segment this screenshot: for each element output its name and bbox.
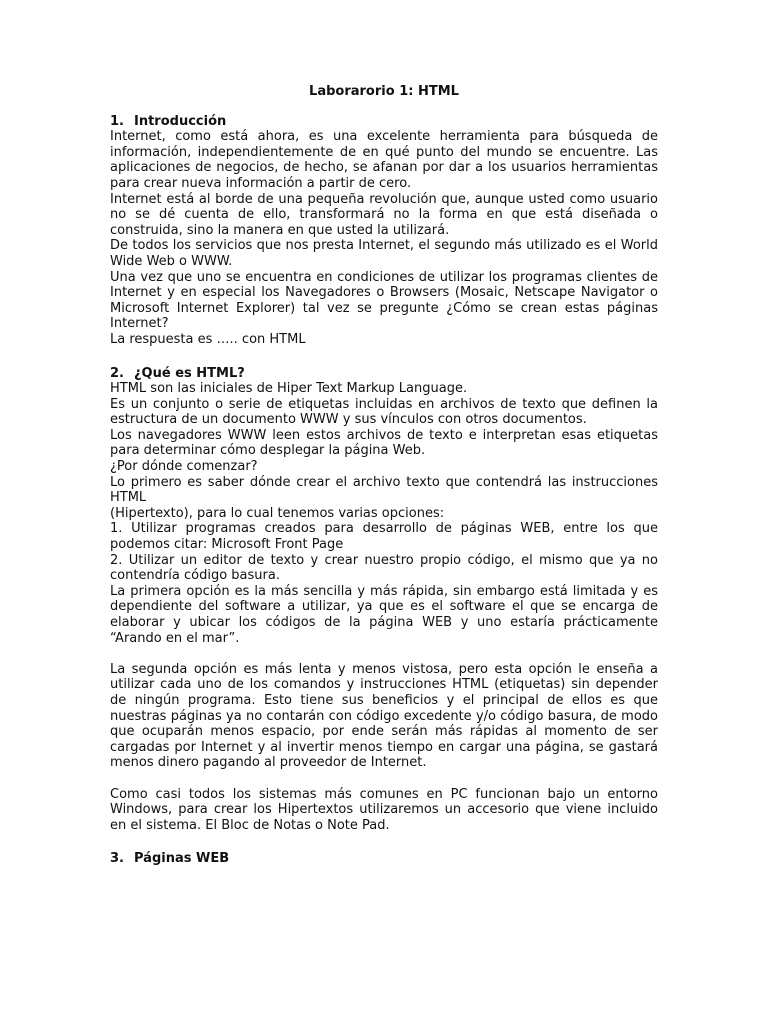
- paragraph: Como casi todos los sistemas más comunes en PC funcionan bajo un entorno Windows, para crear los Hipertextos utilizaremos un accesorio que viene incluido en el sistema. El Bloc de Notas o Note Pad.: [110, 786, 658, 833]
- section-number: 1.: [110, 113, 124, 129]
- section-heading-paginas-web: [110, 851, 658, 867]
- paragraph: Lo primero es saber dónde crear el archivo texto que contendrá las instrucciones HTML: [110, 474, 658, 506]
- list-item: 2. Utilizar un editor de texto y crear nuestro propio código, el mismo que ya no contendría código basura.: [110, 552, 658, 584]
- paragraph: Una vez que uno se encuentra en condiciones de utilizar los programas clientes de Internet y en especial los Navegadores o Browsers (Mosaic, Netscape Navigator o Microsoft Internet Explorer) tal vez se pregunte ¿Cómo se crean estas páginas Internet?: [110, 269, 658, 332]
- paragraph: (Hipertexto), para lo cual tenemos varias opciones:: [110, 505, 445, 521]
- paragraph: Es un conjunto o serie de etiquetas incluidas en archivos de texto que definen la estructura de un documento WWW y sus vínculos con otros documentos.: [110, 396, 658, 428]
- document-page: [110, 84, 658, 867]
- section-title: Introducción: [134, 113, 227, 129]
- paragraph: La primera opción es la más sencilla y más rápida, sin embargo está limitada y es dependiente del software a utilizar, ya que es el software el que se encarga de elaborar y ubicar los códigos de la página WEB y uno estaría prácticamente “Arando en el mar”.: [110, 583, 658, 646]
- document-title: Laborarorio 1: HTML: [309, 84, 459, 99]
- section-number: 2.: [110, 365, 124, 381]
- section-title: Páginas WEB: [134, 851, 230, 867]
- paragraph: La segunda opción es más lenta y menos vistosa, pero esta opción le enseña a utilizar cada uno de los comandos y instrucciones HTML (etiquetas) sin depender de ningún programa. Esto tiene sus beneficios y el principal de ellos es que nuestras páginas ya no contarán con código excedente y/o código basura, de modo que ocuparán menos espacio, por ende serán más rápidas al momento de ser cargadas por Internet y al invertir menos tiempo en cargar una página, se gastará menos dinero pagando al proveedor de Internet.: [110, 661, 658, 771]
- paragraph: Internet, como está ahora, es una excelente herramienta para búsqueda de información, independientemente de en qué punto del mundo se encuentre. Las aplicaciones de negocios, de hecho, se afanan por dar a los usuarios herramientas para crear nueva información a partir de cero.: [110, 129, 658, 191]
- paragraph: Internet está al borde de una pequeña revolución que, aunque usted como usuario no se dé cuenta de ello, transformará no la forma en que está diseñada o construida, sino la manera en que usted la utilizará.: [110, 191, 658, 238]
- paragraph: ¿Por dónde comenzar?: [110, 459, 258, 475]
- paragraph: La respuesta es ….. con HTML: [110, 331, 306, 347]
- paragraph: Los navegadores WWW leen estos archivos de texto e interpretan esas etiquetas para determinar cómo desplegar la página Web.: [110, 427, 658, 459]
- section-heading-que-es-html: [110, 366, 658, 382]
- paragraph: HTML son las iniciales de Hiper Text Markup Language.: [110, 381, 468, 397]
- section-number: 3.: [110, 851, 124, 867]
- paragraph: De todos los servicios que nos presta Internet, el segundo más utilizado es el World Wide Web o WWW.: [110, 238, 658, 269]
- list-item: 1. Utilizar programas creados para desarrollo de páginas WEB, entre los que podemos citar: Microsoft Front Page: [110, 521, 658, 553]
- section-heading-introduccion: [110, 114, 658, 130]
- section-title: ¿Qué es HTML?: [134, 365, 245, 381]
